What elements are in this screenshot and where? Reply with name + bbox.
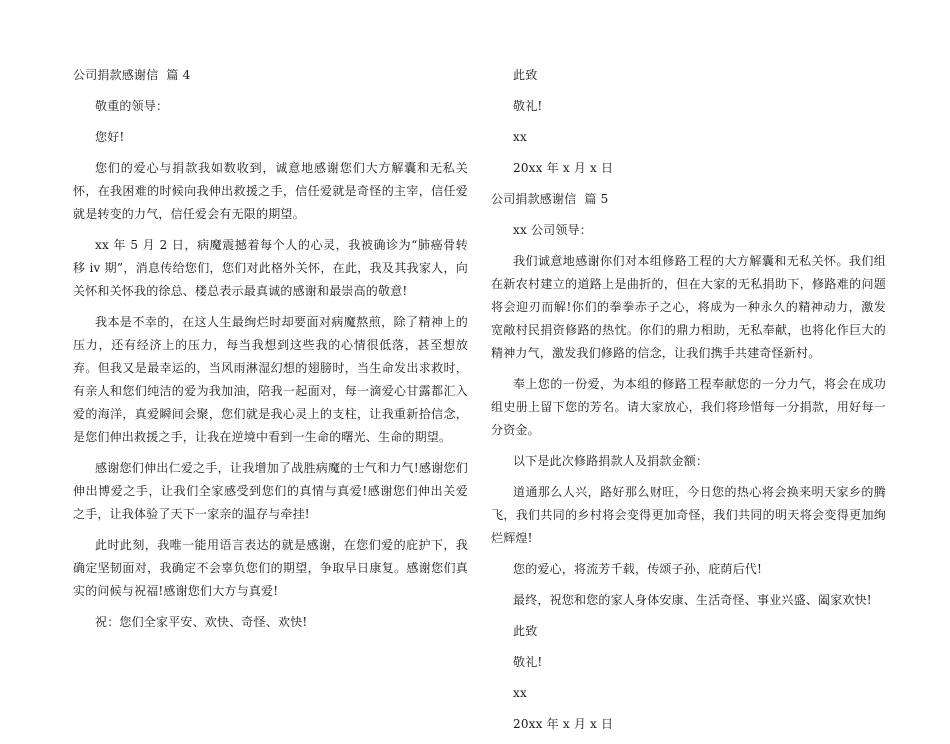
letter-4-date: 20xx 年 x 月 x 日 <box>513 161 614 175</box>
letter-4-paragraph: 感谢您们伸出仁爱之手，让我增加了战胜病魔的士气和力气!感谢您们伸出博爱之手，让我们全家感受到您们的真情与真爱!感谢您们伸出关爱之手，让我体验了天下一家亲的温存与牵挂! <box>73 461 468 521</box>
letter-5-signature: xx <box>513 686 527 700</box>
letter-5-title: 公司捐款感谢信 篇 5 <box>491 192 609 206</box>
letter-4-paragraph: xx 年 5 月 2 日，病魔震撼着每个人的心灵，我被确诊为“肺癌骨转移 iv 期”，消息传给您们，您们对此格外关怀，在此，我及其我家人，向关怀和关怀我的徐总、楼总表示最真诚的感谢和最崇高的敬意! <box>73 238 468 298</box>
letter-5-paragraph: 我们诚意地感谢你们对本组修路工程的大方解囊和无私关怀。我们组在新农村建立的道路上是曲折的，但在大家的无私捐助下，修路难的问题将会迎刃而解!你们的拳拳赤子之心，将成为一种永久的精神动力，激发宽敞村民捐资修路的热忱。你们的鼎力相助，无私奉献，也将化作巨大的精神力气，激发我们修路的信念，让我们携手共建奇怪新村。 <box>491 254 886 360</box>
letter-5-paragraph: 您的爱心，将流芳千载，传颂子孙，庇荫后代! <box>513 562 763 576</box>
letter-4-paragraph: 此时此刻，我唯一能用语言表达的就是感谢，在您们爱的庇护下，我确定坚韧面对，我确定不会辜负您们的期望，争取早日康复。感谢您们真实的问候与祝福!感谢您们大方与真爱! <box>73 538 468 598</box>
letter-4-greeting: 您好! <box>95 130 125 144</box>
letter-5-date: 20xx 年 x 月 x 日 <box>513 717 614 731</box>
letter-4-closing: 此致 <box>513 68 538 82</box>
letter-4-wishes: 祝：您们全家平安、欢快、奇怪、欢快! <box>95 615 308 629</box>
letter-4-regards: 敬礼! <box>513 99 543 113</box>
letter-4-paragraph: 您们的爱心与捐款我如数收到，诚意地感谢您们大方解囊和无私关怀，在我困难的时候向我伸出救援之手，信任爱就是奇怪的主宰，信任爱就是转变的力气，信任爱会有无限的期望。 <box>73 161 468 221</box>
letter-5-regards: 敬礼! <box>513 655 543 669</box>
letter-5-paragraph: 奉上您的一份爱，为本组的修路工程奉献您的一分力气，将会在成功组史册上留下您的芳名。请大家放心，我们将珍惜每一分捐款，用好每一分资金。 <box>491 377 886 437</box>
left-column <box>73 64 468 642</box>
letter-5-closing: 此致 <box>513 624 538 638</box>
letter-4-title: 公司捐款感谢信 篇 4 <box>73 68 191 82</box>
right-column <box>491 64 886 744</box>
letter-4-signature: xx <box>513 130 527 144</box>
letter-4-paragraph: 我本是不幸的，在这人生最绚烂时却要面对病魔熬煎，除了精神上的压力，还有经济上的压力，每当我想到这些我的心情很低落，甚至想放弃。但我又是最幸运的，当风雨淋湿幻想的翅膀时，当生命发出求救时，有亲人和您们纯洁的爱为我加油，陪我一起面对，每一滴爱心甘露都汇入爱的海洋，真爱瞬间会聚，您们就是我心灵上的支柱，让我重新拾信念，是您们伸出救援之手，让我在逆境中看到一生命的曙光、生命的期望。 <box>73 315 468 444</box>
letter-5-salutation: xx 公司领导： <box>513 223 592 237</box>
letter-5-paragraph: 以下是此次修路捐款人及捐款金额： <box>513 454 709 468</box>
letter-4-salutation: 敬重的领导： <box>95 99 169 113</box>
letter-5-paragraph: 道通那么人兴，路好那么财旺，今日您的热心将会换来明天家乡的腾飞，我们共同的乡村将会变得更加奇怪，我们共同的明天将会变得更加绚烂辉煌! <box>491 485 886 545</box>
letter-5-paragraph: 最终，祝您和您的家人身体安康、生活奇怪、事业兴盛、阖家欢快! <box>513 593 872 607</box>
